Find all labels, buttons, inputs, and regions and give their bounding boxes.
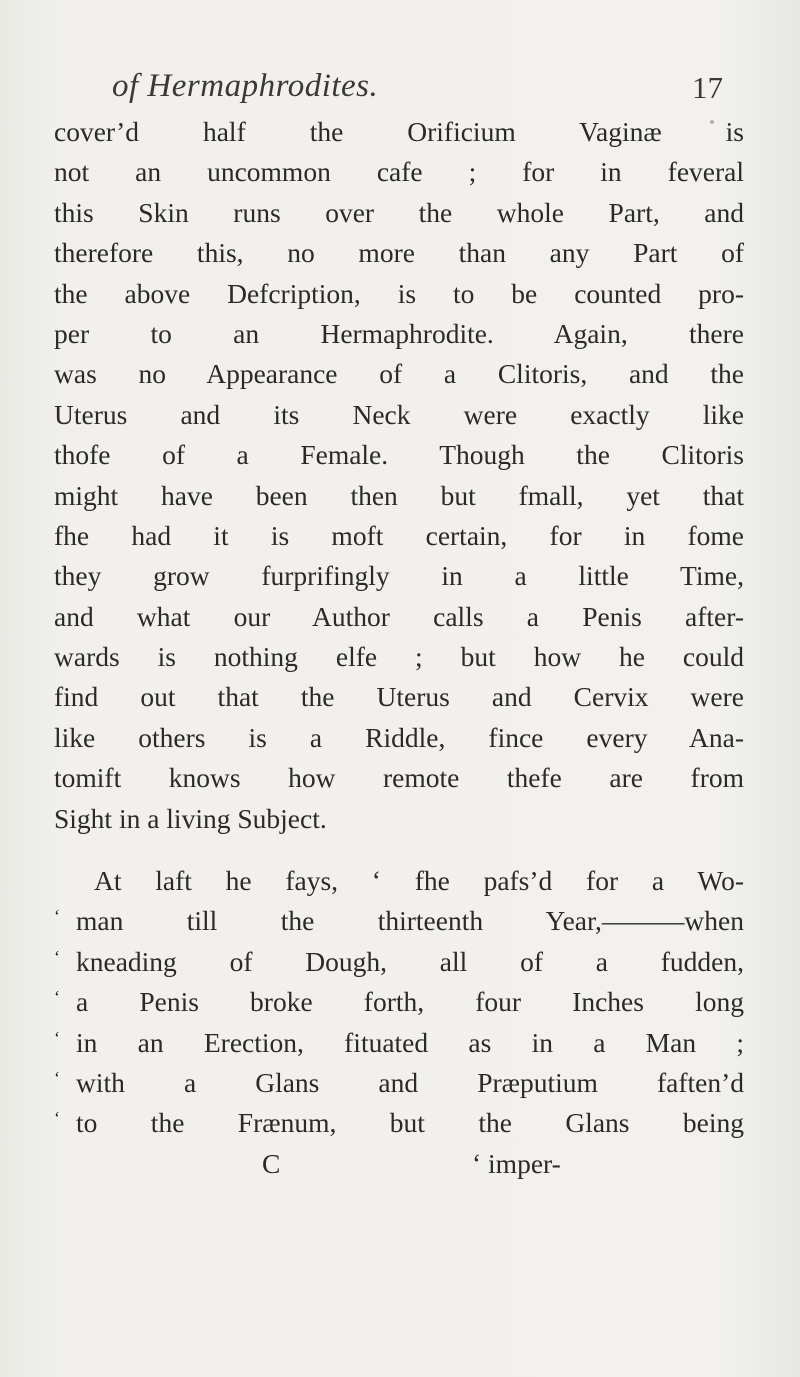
running-title: of Hermaphrodites. [112, 68, 379, 104]
text-line: Uterus and its Neck were exactly like [54, 398, 744, 430]
signature-mark: C [262, 1147, 281, 1179]
quote-text: with a Glans and Præputium faften’d [76, 1066, 744, 1098]
text-line: Sight in a living Subject. [54, 802, 327, 834]
text-line: per to an Hermaphrodite. Again, there [54, 317, 744, 349]
quoted-line [54, 901, 744, 941]
quoted-line [54, 982, 744, 1022]
page-number: 17 [692, 70, 723, 105]
quote-mark: ‘ [54, 1067, 60, 1088]
paragraph-2 [54, 861, 744, 1144]
quoted-line [54, 942, 744, 982]
text-line: find out that the Uterus and Cervix were [54, 681, 744, 713]
text-line: not an uncommon cafe ; for in feveral [54, 156, 744, 188]
text-line: was no Appearance of a Clitoris, and the [54, 358, 744, 390]
text-line: At laft he fays, ‘ fhe pafs’d for a Wo- [94, 865, 744, 897]
quote-text: man till the thirteenth Year,———when [76, 905, 744, 937]
quote-mark: ‘ [54, 946, 60, 967]
text-line: fhe had it is moft certain, for in fome [54, 519, 744, 551]
quote-text: kneading of Dough, all of a fudden, [76, 945, 744, 977]
text-line: tomift knows how remote thefe are from [54, 762, 744, 794]
quote-mark: ‘ [54, 1027, 60, 1048]
paragraph-gap [54, 839, 744, 861]
paragraph-1 [54, 112, 744, 839]
body-text [54, 112, 744, 1184]
text-line: cover’d half the Orificium Vaginæ is [54, 116, 744, 147]
quote-mark: ‘ [54, 906, 60, 927]
text-line: might have been then but fmall, yet that [54, 479, 744, 511]
quoted-line [54, 1023, 744, 1063]
text-line: like others is a Riddle, fince every Ana- [54, 721, 744, 753]
text-line: therefore this, no more than any Part of [54, 237, 744, 269]
quoted-line [54, 1063, 744, 1103]
page-header [0, 68, 800, 112]
quote-mark: ‘ [54, 1108, 60, 1129]
text-line: this Skin runs over the whole Part, and [54, 196, 744, 228]
text-line: they grow furprifingly in a little Time, [54, 560, 744, 592]
quote-mark: ‘ [54, 987, 60, 1008]
quote-text: in an Erection, fituated as in a Man ; [76, 1026, 744, 1058]
text-line: and what our Author calls a Penis after- [54, 600, 744, 632]
text-line: wards is nothing elfe ; but how he could [54, 641, 744, 673]
catchword: ‘ imper- [472, 1147, 561, 1179]
quote-text: a Penis broke forth, four Inches long [76, 986, 744, 1018]
page-footer [54, 1144, 744, 1184]
quoted-line [54, 1103, 744, 1143]
quote-text: to the Frænum, but the Glans being [76, 1107, 744, 1139]
text-line: thofe of a Female. Though the Clitoris [54, 439, 744, 471]
text-line: the above Defcription, is to be counted pro- [54, 277, 744, 309]
